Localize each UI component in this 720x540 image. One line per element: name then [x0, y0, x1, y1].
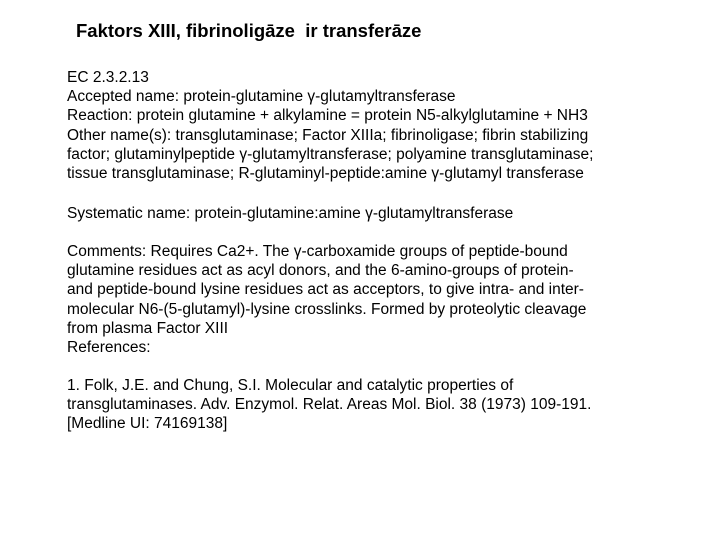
other-names-line: tissue transglutaminase; R-glutaminyl-peptide:amine γ-glutamyl transferase	[67, 165, 584, 183]
references-label: References:	[67, 339, 151, 357]
reference-line: transglutaminases. Adv. Enzymol. Relat. Areas Mol. Biol. 38 (1973) 109-191.	[67, 396, 592, 414]
comments-line: glutamine residues act as acyl donors, and the 6-amino-groups of protein-	[67, 262, 574, 280]
systematic-name: Systematic name: protein-glutamine:amine γ-glutamyltransferase	[67, 205, 514, 222]
comments-line: molecular N6-(5-glutamyl)-lysine crosslinks. Formed by proteolytic cleavage	[67, 300, 587, 318]
accepted-name: Accepted name: protein-glutamine γ-glutamyltransferase	[67, 88, 456, 106]
comments-line: and peptide-bound lysine residues act as acceptors, to give intra- and inter-	[67, 281, 584, 299]
page-title: Faktors XIII, fibrinoligāze ir transferāze	[76, 20, 422, 41]
systematic-name-block	[67, 204, 687, 223]
reference-line: [Medline UI: 74169138]	[67, 415, 228, 433]
reaction: Reaction: protein glutamine + alkylamine = protein N5-alkylglutamine + NH3	[67, 107, 588, 125]
enzyme-info-block	[67, 68, 687, 183]
comments-line: Comments: Requires Ca2+. The γ-carboxamide groups of peptide-bound	[67, 243, 568, 260]
other-names-line: factor; glutaminylpeptide γ-glutamyltransferase; polyamine transglutaminase;	[67, 145, 594, 163]
reference-line: 1. Folk, J.E. and Chung, S.I. Molecular and catalytic properties of	[67, 377, 514, 394]
comments-line: from plasma Factor XIII	[67, 319, 229, 337]
references-block	[67, 376, 687, 434]
ec-number: EC 2.3.2.13	[67, 69, 149, 86]
comments-block	[67, 242, 687, 357]
other-names-line: Other name(s): transglutaminase; Factor XIIIa; fibrinoligase; fibrin stabilizing	[67, 126, 589, 144]
